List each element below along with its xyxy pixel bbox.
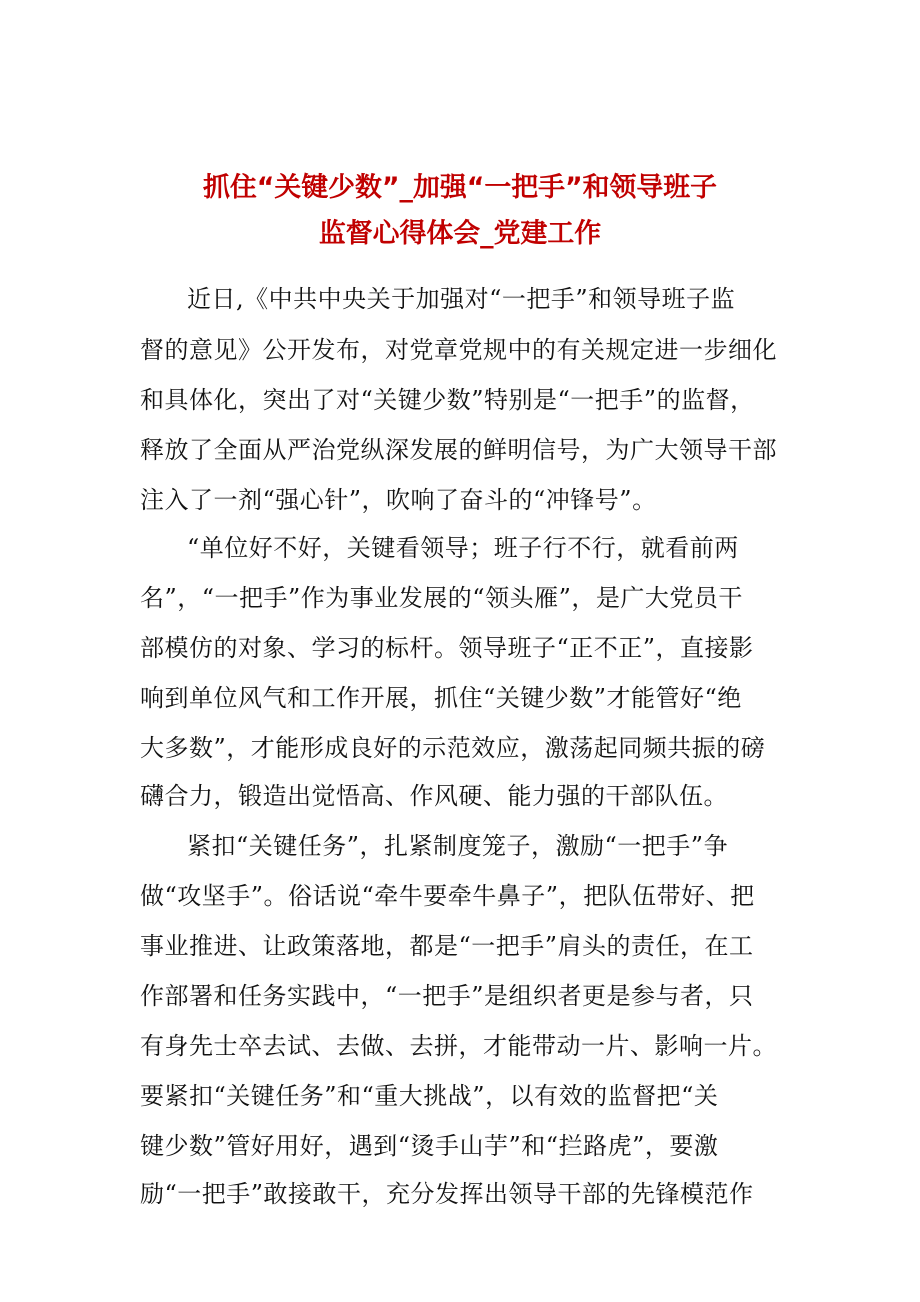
body-line: 近日,《中共中央关于加强对“一把手”和领导班子监 <box>187 285 736 313</box>
body-line: 和具体化，突出了对“关键少数”特别是“一把手”的监督， <box>140 386 755 414</box>
body-line: 键少数”管好用好，遇到“烫手山芋”和“拦路虎”，要激 <box>140 1132 719 1160</box>
body-line: 部模仿的对象、学习的标杆。领导班子“正不正”，直接影 <box>140 634 754 662</box>
body-line: 事业推进、让政策落地，都是“一把手”肩头的责任，在工 <box>140 932 754 960</box>
body-line: 有身先士卒去试、去做、去拼，才能带动一片、影响一片。 <box>140 1032 777 1060</box>
body-line: 做“攻坚手”。俗话说“牵牛要牵牛鼻子”，把队伍带好、把 <box>140 882 755 910</box>
body-line: “单位好不好，关键看领导；班子行不行，就看前两 <box>187 534 739 562</box>
body-line: 礴合力，锻造出觉悟高、作风硬、能力强的干部队伍。 <box>140 782 728 810</box>
document-title-line-1: 抓住“关键少数”_加强“一把手”和领导班子 <box>202 172 718 203</box>
body-line: 响到单位风气和工作开展，抓住“关键少数”才能管好“绝 <box>140 684 742 712</box>
body-line: 督的意见》公开发布，对党章党规中的有关规定进一步细化 <box>140 336 777 364</box>
body-line: 要紧扣“关键任务”和“重大挑战”，以有效的监督把“关 <box>140 1082 719 1110</box>
document-title-line-2: 监督心得体会_党建工作 <box>318 218 602 249</box>
body-line: 作部署和任务实践中，“一把手”是组织者更是参与者，只 <box>140 982 754 1010</box>
body-line: 注入了一剂“强心针”，吹响了奋斗的“冲锋号”。 <box>140 486 657 514</box>
body-line: 励“一把手”敢接敢干，充分发挥出领导干部的先锋模范作 <box>140 1180 754 1208</box>
body-line: 大多数”，才能形成良好的示范效应，激荡起同频共振的磅 <box>140 734 766 762</box>
body-line: 释放了全面从严治党纵深发展的鲜明信号，为广大领导干部 <box>140 436 777 464</box>
body-line: 紧扣“关键任务”，扎紧制度笼子，激励“一把手”争 <box>187 832 729 860</box>
body-line: 名”，“一把手”作为事业发展的“领头雁”，是广大党员干 <box>140 584 743 612</box>
